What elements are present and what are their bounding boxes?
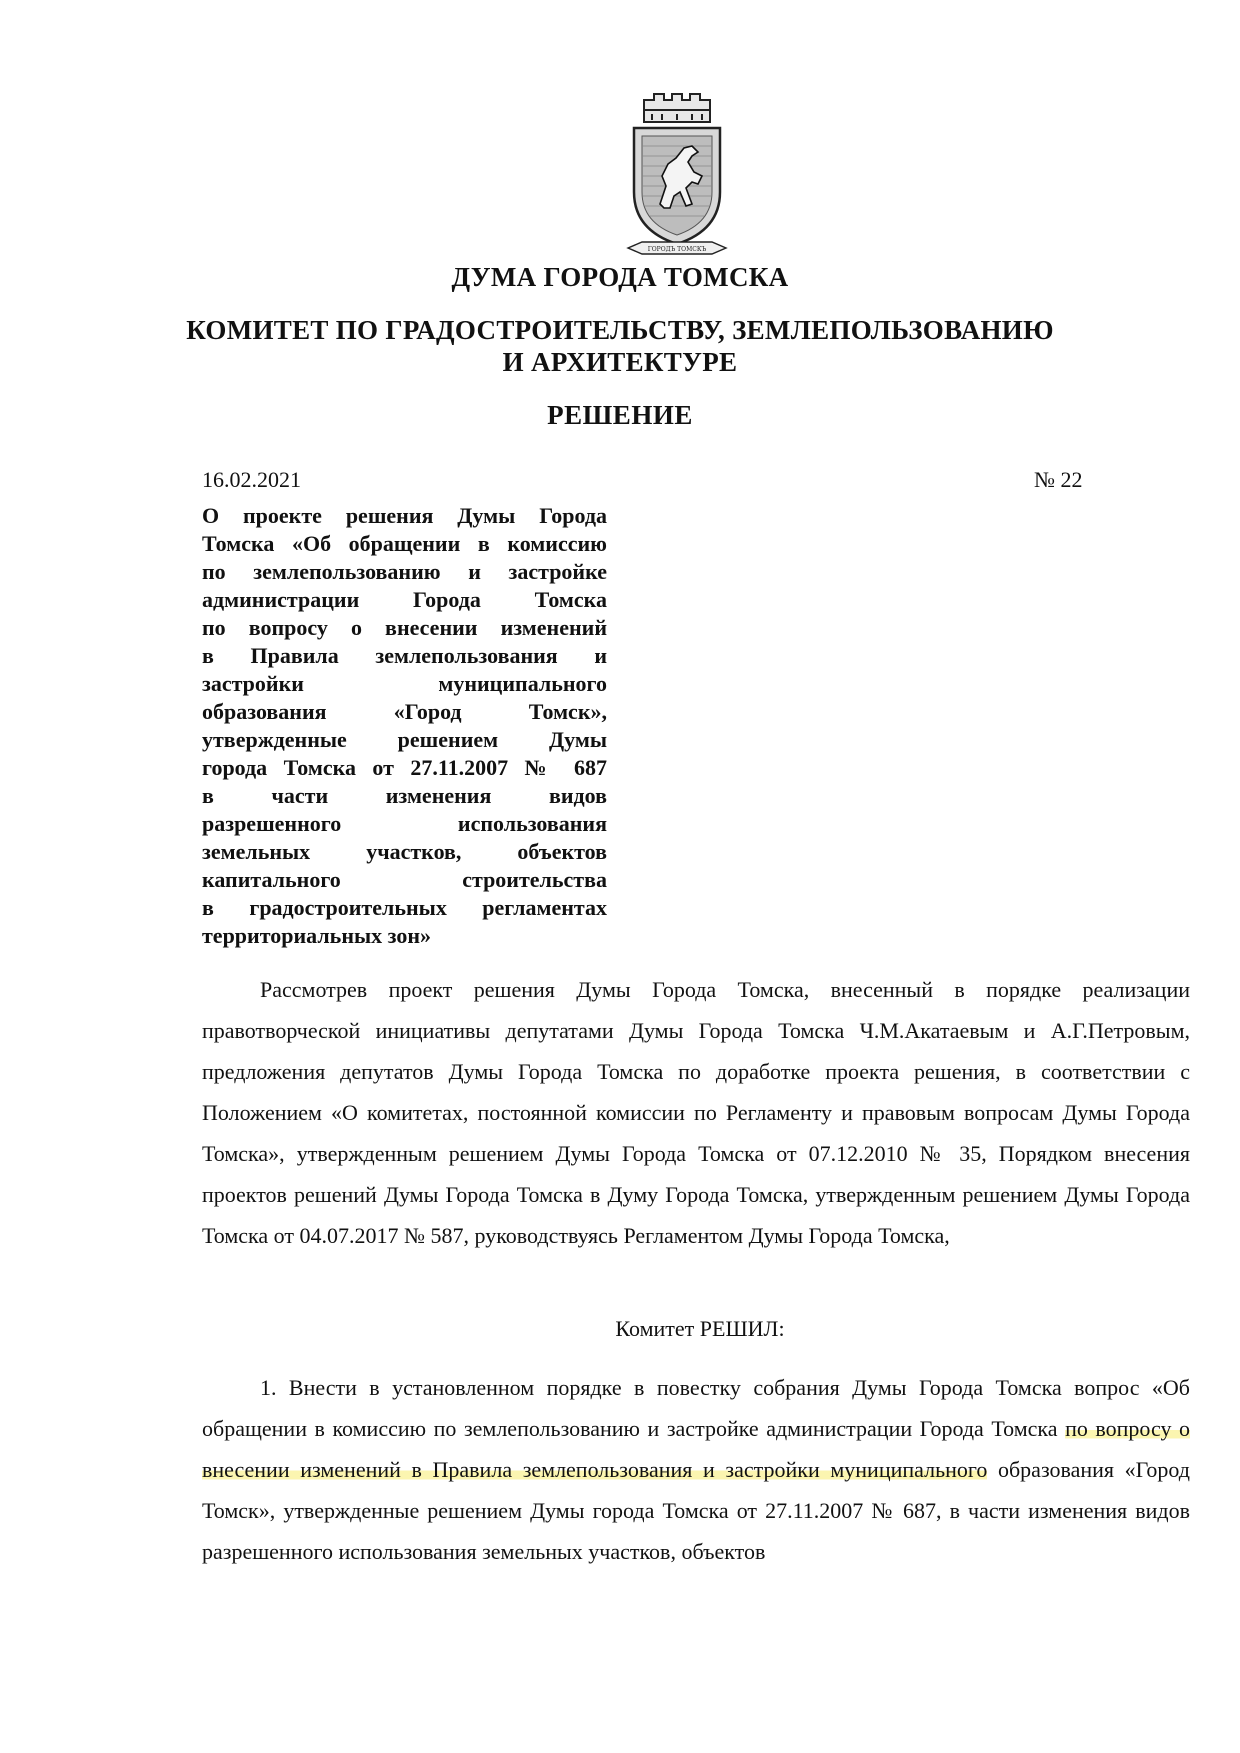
- subject-line: по вопросу о внесении изменений: [202, 615, 607, 640]
- subject-line: застройки муниципального: [202, 671, 607, 696]
- duma-title: ДУМА ГОРОДА ТОМСКА: [451, 262, 789, 292]
- resolved-heading: Комитет РЕШИЛ:: [615, 1316, 785, 1341]
- subject-line: администрации Города Томска: [202, 587, 607, 612]
- decision-number: № 22: [1034, 467, 1083, 492]
- subject-line: образования «Город Томск»,: [202, 699, 607, 724]
- subject-line: по землепользованию и застройке: [202, 559, 607, 584]
- tomsk-coat-of-arms-icon: [622, 92, 732, 262]
- subject-line: в части изменения видов: [202, 783, 607, 808]
- decision-subject: [202, 502, 607, 950]
- subject-line: Томска «Об обращении в комиссию: [202, 531, 607, 556]
- subject-line: территориальных зон»: [202, 923, 432, 948]
- item1-highlighted-text: по вопросу о внесении изменений в Правила землепользования и застройки муниципального: [202, 1416, 1190, 1482]
- subject-line: в Правила землепользования и: [202, 643, 607, 668]
- emblem-ribbon-text: ГОРОДЪ ТОМСКЪ: [647, 246, 707, 253]
- committee-title-line2: И АРХИТЕКТУРЕ: [502, 347, 738, 377]
- subject-line: разрешенного использования: [202, 811, 607, 836]
- decision-date: 16.02.2021: [202, 467, 301, 492]
- decision-heading: РЕШЕНИЕ: [547, 400, 693, 430]
- item1-text-start: 1. Внести в установленном порядке в повестку собрания Думы Города Томска вопрос «Об обращении в комиссию по землепользованию и застройке администрации Города Томска: [202, 1375, 1190, 1441]
- decision-item-1: [202, 1367, 1190, 1572]
- subject-line: города Томска от 27.11.2007 № 687: [202, 755, 607, 780]
- subject-line: утвержденные решением Думы: [202, 727, 607, 752]
- subject-line: в градостроительных регламентах: [202, 895, 607, 920]
- committee-title: [0, 314, 1240, 378]
- item1-text-end: образования «Город Томск», утвержденные решением Думы города Томска от 27.11.2007 № 687, в части изменения видов разрешенного использования земельных участков, объектов: [202, 1457, 1190, 1564]
- subject-line: капитального строительства: [202, 867, 607, 892]
- subject-line: земельных участков, объектов: [202, 839, 607, 864]
- intro-paragraph: Рассмотрев проект решения Думы Города Томска, внесенный в порядке реализации правотворческой инициативы депутатами Думы Города Томска Ч.М.Акатаевым и А.Г.Петровым, предложения депутатов Думы Города Томска по доработке проекта решения, в соответствии с Положением «О комитетах, постоянной комиссии по Регламенту и правовым вопросам Думы Города Томска», утвержденным решением Думы Города Томска от 07.12.2010 № 35, Порядком внесения проектов решений Думы Города Томска в Думу Города Томска, утвержденным решением Думы Города Томска от 04.07.2017 № 587, руководствуясь Регламентом Думы Города Томска,: [202, 977, 1190, 1248]
- subject-line: О проекте решения Думы Города: [202, 503, 607, 528]
- committee-title-line1: КОМИТЕТ ПО ГРАДОСТРОИТЕЛЬСТВУ, ЗЕМЛЕПОЛЬЗОВАНИЮ: [186, 315, 1054, 345]
